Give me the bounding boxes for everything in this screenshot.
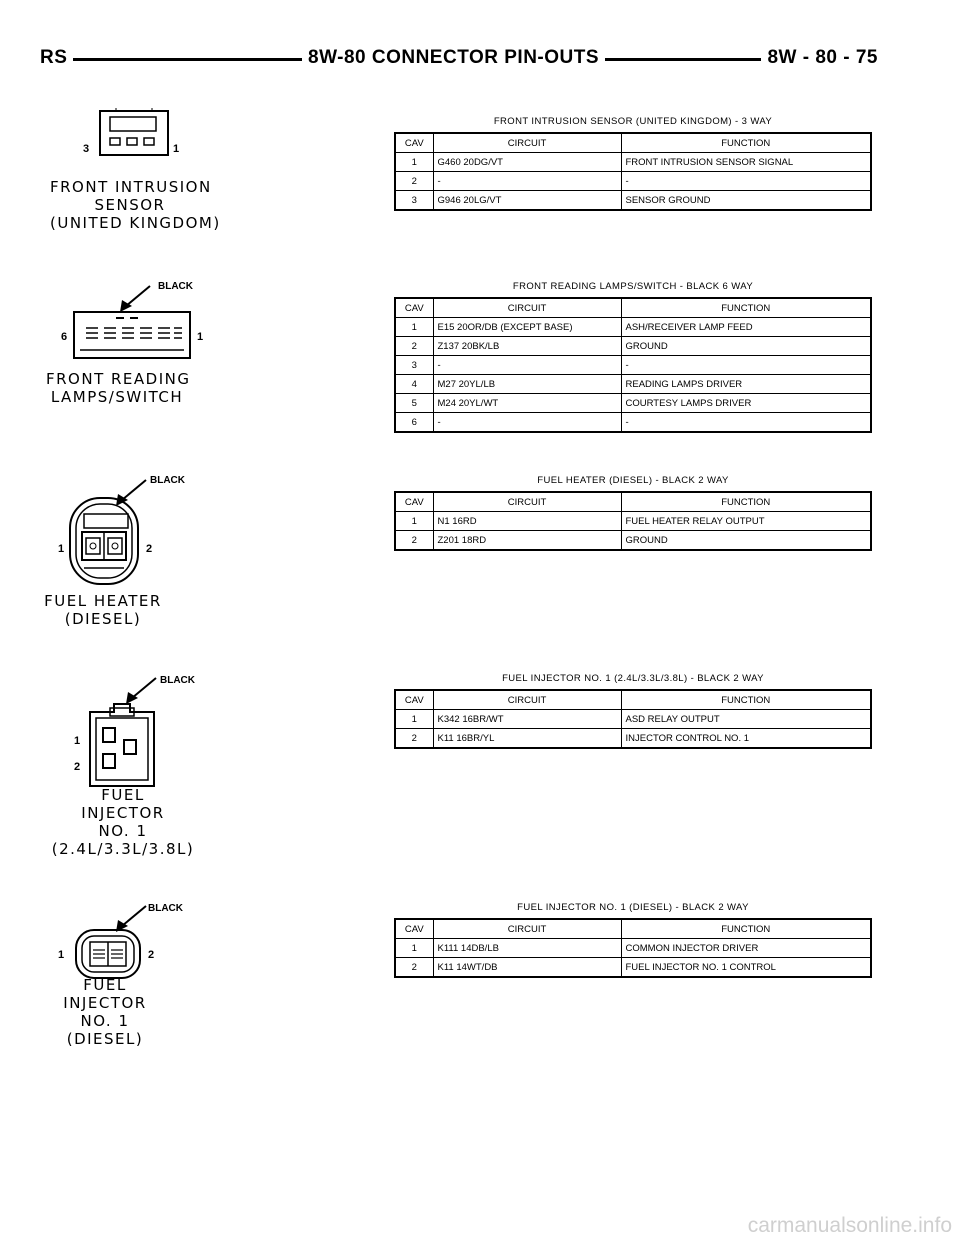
- connector-title: FRONT INTRUSION SENSOR (UNITED KINGDOM) - 3 WAY: [493, 116, 773, 127]
- table-header-row: [395, 919, 871, 939]
- connector-label: FRONT INTRUSION SENSOR (UNITED KINGDOM): [50, 178, 221, 232]
- table-row: 6 - -: [395, 413, 871, 433]
- pin-label-right: 2: [146, 543, 154, 555]
- table-row: 3 - -: [395, 356, 871, 375]
- header-section-code: RS: [40, 44, 73, 72]
- connector-title: FUEL INJECTOR NO. 1 (DIESEL) - BLACK 2 WAY: [517, 902, 749, 913]
- connector-title: FUEL INJECTOR NO. 1 (2.4L/3.3L/3.8L) - BLACK 2 WAY: [502, 673, 764, 684]
- table-header-row: [395, 133, 871, 153]
- header-function: FUNCTION: [621, 133, 871, 153]
- pin-label-right: 2: [74, 761, 82, 773]
- header-circuit: CIRCUIT: [433, 492, 621, 512]
- connector-diagram-fuel-injector-gas: [50, 670, 230, 860]
- connector-face-2way-round-icon: [50, 470, 220, 590]
- table-row: 2 - -: [395, 172, 871, 191]
- connector-label: FUEL INJECTOR NO. 1 (DIESEL): [63, 976, 147, 1048]
- pin-label-left: 1: [74, 735, 82, 747]
- pin-label-right: 1: [173, 143, 181, 155]
- header-page-number: 8W - 80 - 75: [761, 44, 878, 72]
- header-cav: CAV: [395, 690, 433, 710]
- header-function: FUNCTION: [621, 690, 871, 710]
- header-cav: CAV: [395, 298, 433, 318]
- color-label: BLACK: [160, 675, 195, 686]
- connector-diagram-fuel-injector-diesel: [50, 898, 220, 1058]
- connector-label: FUEL INJECTOR NO. 1 (2.4L/3.3L/3.8L): [51, 786, 195, 858]
- header-function: FUNCTION: [621, 298, 871, 318]
- table-row: 5 M24 20YL/WT COURTESY LAMPS DRIVER: [395, 394, 871, 413]
- connector-label: FUEL HEATER (DIESEL): [44, 592, 162, 628]
- pin-label-right: 2: [148, 949, 156, 961]
- header-cav: CAV: [395, 133, 433, 153]
- table-row: 2 Z201 18RD GROUND: [395, 531, 871, 551]
- connector-title: FRONT READING LAMPS/SWITCH - BLACK 6 WAY: [512, 281, 754, 292]
- header-function: FUNCTION: [621, 919, 871, 939]
- pinout-table-fuel-heater: [394, 491, 872, 551]
- header-title: 8W-80 CONNECTOR PIN-OUTS: [302, 44, 605, 72]
- pinout-table-front-reading-lamps: [394, 297, 872, 433]
- color-label: BLACK: [158, 281, 193, 292]
- table-row: 2 Z137 20BK/LB GROUND: [395, 337, 871, 356]
- table-row: 1 G460 20DG/VT FRONT INTRUSION SENSOR SIGNAL: [395, 153, 871, 172]
- table-row: 4 M27 20YL/LB READING LAMPS DRIVER: [395, 375, 871, 394]
- table-row: 3 G946 20LG/VT SENSOR GROUND: [395, 191, 871, 211]
- pin-label-left: 1: [58, 949, 66, 961]
- connector-face-6way-icon: [50, 276, 220, 366]
- table-row: 2 K11 14WT/DB FUEL INJECTOR NO. 1 CONTROL: [395, 958, 871, 978]
- table-row: 1 E15 20OR/DB (EXCEPT BASE) ASH/RECEIVER LAMP FEED: [395, 318, 871, 337]
- pin-label-right: 1: [197, 331, 205, 343]
- table-header-row: [395, 298, 871, 318]
- table-row: 2 K11 16BR/YL INJECTOR CONTROL NO. 1: [395, 729, 871, 749]
- table-header-row: [395, 690, 871, 710]
- connector-face-2way-oval-icon: [50, 898, 220, 988]
- watermark-text: carmanualsonline.info: [747, 1214, 952, 1237]
- table-header-row: [395, 492, 871, 512]
- page-header: [40, 44, 878, 72]
- connector-face-3way-icon: [50, 108, 220, 168]
- connector-diagram-front-intrusion-sensor: [50, 108, 220, 238]
- connector-label: FRONT READING LAMPS/SWITCH: [46, 370, 191, 406]
- connector-diagram-front-reading-lamps: [46, 276, 220, 406]
- color-label: BLACK: [150, 475, 185, 486]
- table-row: 1 K342 16BR/WT ASD RELAY OUTPUT: [395, 710, 871, 729]
- header-circuit: CIRCUIT: [433, 919, 621, 939]
- pinout-table-fuel-injector-gas: [394, 689, 872, 749]
- pin-label-left: 1: [58, 543, 66, 555]
- pin-label-left: 3: [83, 143, 91, 155]
- header-function: FUNCTION: [621, 492, 871, 512]
- header-cav: CAV: [395, 492, 433, 512]
- pinout-table-fuel-injector-diesel: [394, 918, 872, 978]
- header-circuit: CIRCUIT: [433, 690, 621, 710]
- header-cav: CAV: [395, 919, 433, 939]
- pinout-table-front-intrusion-sensor: [394, 132, 872, 211]
- connector-diagram-fuel-heater: [44, 470, 220, 630]
- pin-label-left: 6: [61, 331, 69, 343]
- color-label: BLACK: [148, 903, 183, 914]
- table-row: 1 N1 16RD FUEL HEATER RELAY OUTPUT: [395, 512, 871, 531]
- header-circuit: CIRCUIT: [433, 298, 621, 318]
- header-circuit: CIRCUIT: [433, 133, 621, 153]
- table-row: 1 K111 14DB/LB COMMON INJECTOR DRIVER: [395, 939, 871, 958]
- connector-title: FUEL HEATER (DIESEL) - BLACK 2 WAY: [537, 475, 729, 486]
